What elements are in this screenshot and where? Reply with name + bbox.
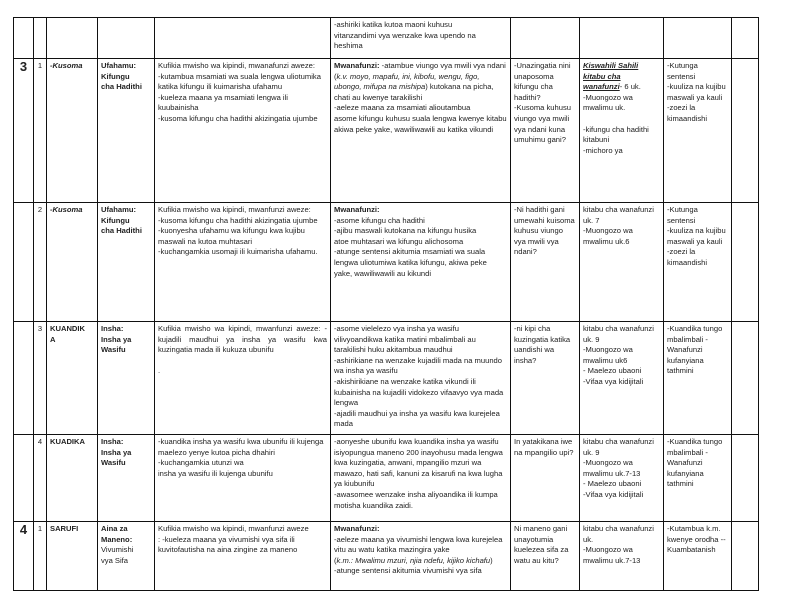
table-row xyxy=(14,59,759,203)
strand-cell: KUANDIK A xyxy=(47,322,98,435)
assessment-cell: -Kutunga sentensi -kuuliza na kujibu maswali ya kauli -zoezi la kimaandishi xyxy=(664,59,732,203)
outcomes-cell: Kufikia mwisho wa kipindi, mwanafunzi aweze: -kutambua msamiati wa suala lengwa uliotumika katika kifungu ili kuimarisha ufahamu -kueleza maana ya msamiati lengwa ili kuubainisha -kusoma kifungu cha hadithi akizingatia ujumbe xyxy=(155,59,331,203)
experiences-cell: -asome vielelezo vya insha ya wasifu vilivyoandikwa katika matini mbalimbali au tarakilishi huku akitambua maudhui -ashirikiane na wenzake kujadili mada na muundo wa insha ya wasifu -akishirikiane na wenzake katika vikundi ili kubainisha na kujadili vidokezo vifaavyo vya mada lengwa -ajadili maudhui ya insha ya wasifu kwa kurejelea mada xyxy=(331,322,511,435)
assessment-cell: -Kutunga sentensi -kuuliza na kujibu maswali ya kauli -zoezi la kimaandishi xyxy=(664,203,732,322)
resources-cell: kitabu cha wanafunzi uk. 9 -Muongozo wa mwalimu uk.7-13 - Maelezo ubaoni -Vifaa vya kidijitali xyxy=(580,435,664,522)
table-row xyxy=(14,18,759,59)
outcomes-cell: Kufikia mwisho wa kipindi, mwanfunzi aweze: -kujadili maudhui ya insha ya wasifu kwa kuzingatia mada ili kukuza ubunifu . xyxy=(155,322,331,435)
inquiry-question-cell: In yatakikana iwe na mpangilio upi? xyxy=(511,435,580,522)
outcomes-cell xyxy=(155,18,331,59)
experiences-text: -asome kifungu cha hadithi -ajibu maswali kutokana na kifungu husika atoe muhtasari wa kifungu alichosoma -atunge sentensi akitumia msamiati wa suala lengwa uliotumiwa katika kifungu, akiwa peke yake, wawiliwawili au kikundi xyxy=(334,215,487,278)
substrand-cell: Insha: Insha ya Wasifu xyxy=(98,435,155,522)
experiences-text: -aeleze maana ya vivumishi lengwa kwa kurejelea vitu au watu katika mazingira yake ( xyxy=(334,534,503,565)
lesson-cell: 1 xyxy=(34,522,47,591)
week-cell: 3 xyxy=(14,59,34,203)
strand-cell: KUADIKA xyxy=(47,435,98,522)
assessment-cell: -Kutambua k.m. kwenye orodha -- Kuambatanish xyxy=(664,522,732,591)
learner-label: Mwanafunzi: xyxy=(334,61,380,70)
learner-label: Mwanafunzi: xyxy=(334,205,380,214)
substrand-cell xyxy=(98,18,155,59)
lesson-cell: 3 xyxy=(34,322,47,435)
experiences-text: ) kutokana na picha, chati au kwenye tarakilishi -aeleze maana za msamiati alioutambua asome kifungu kuhusu suala lengwa kwenye kitabu akiwa peke yake, wawiliwawili au katika vikundi xyxy=(334,82,507,134)
strand-cell: -Kusoma xyxy=(47,203,98,322)
substrand-cell: Ufahamu: Kifungu cha Hadithi xyxy=(98,203,155,322)
week-cell xyxy=(14,203,34,322)
experiences-cell: -ashiriki katika kutoa maoni kuhusu vitanzandimi vya wenzake kwa upendo na heshima xyxy=(331,18,511,59)
week-cell xyxy=(14,322,34,435)
remarks-cell xyxy=(732,435,759,522)
resources-cell: kitabu cha wanafunzi uk. -Muongozo wa mwalimu uk.7-13 xyxy=(580,522,664,591)
outcomes-cell: Kufikia mwisho wa kipindi, mwanfunzi aweze: -kusoma kifungu cha hadithi akizingatia ujumbe -kuonyesha ufahamu wa kifungu kwa kujibu maswali na kutoa muhtasari -kuchangamkia usomaji ili kuimarisha ufahamu. xyxy=(155,203,331,322)
strand-cell xyxy=(47,18,98,59)
assessment-cell: -Kuandika tungo mbalimbali - Wanafunzi kufanyiana tathmini xyxy=(664,322,732,435)
outcomes-cell: -kuandika insha ya wasifu kwa ubunifu ili kujenga maelezo yenye kutoa picha dhahiri -kuchangamkia utunzi wa insha ya wasifu ili kujenga ubunifu xyxy=(155,435,331,522)
remarks-cell xyxy=(732,322,759,435)
examples-text: k.v. moyo, mapafu, ini, kibofu, wengu, figo, ubongo, mifupa na mishipa xyxy=(334,71,480,92)
assessment-cell xyxy=(664,18,732,59)
week-cell: 4 xyxy=(14,522,34,591)
lesson-cell: 1 xyxy=(34,59,47,203)
learner-label: Mwanafunzi: xyxy=(334,524,380,533)
substrand-cell xyxy=(98,522,155,591)
experiences-cell xyxy=(331,59,511,203)
remarks-cell xyxy=(732,18,759,59)
resources-cell: kitabu cha wanafunzi uk. 7 -Muongozo wa mwalimu uk.6 xyxy=(580,203,664,322)
substrand-cell: Ufahamu: Kifungu cha Hadithi xyxy=(98,59,155,203)
lesson-cell: 4 xyxy=(34,435,47,522)
strand-cell: SARUFI xyxy=(47,522,98,591)
substrand-text: Vivumishi vya Sifa xyxy=(101,545,134,565)
scheme-of-work-table xyxy=(13,17,759,591)
resources-cell xyxy=(580,18,664,59)
substrand-title: Aina za Maneno: xyxy=(101,524,133,544)
examples-text: k.m.: Mwalimu mzuri, njia ndefu, kijiko kichafu xyxy=(336,555,491,565)
substrand-cell: Insha: Insha ya Wasifu xyxy=(98,322,155,435)
experiences-cell: -aonyeshe ubunifu kwa kuandika insha ya wasifu isiyopungua maneno 200 inayohusu mada lengwa kwa kuzingatia, anwani, mpangilio mzuri wa mawazo, hati safi, kanuni za kisarufi na kwa lugha ya kiubunifu -awasomee wenzake insha aliyoandika ili kumpa motisha kuandika zaidi. xyxy=(331,435,511,522)
week-cell xyxy=(14,18,34,59)
week-cell xyxy=(14,435,34,522)
inquiry-question-cell xyxy=(511,18,580,59)
remarks-cell xyxy=(732,203,759,322)
lesson-cell xyxy=(34,18,47,59)
table-row xyxy=(14,435,759,522)
inquiry-question-cell: -ni kipi cha kuzingatia katika uandishi wa insha? xyxy=(511,322,580,435)
table-row xyxy=(14,203,759,322)
experiences-cell xyxy=(331,522,511,591)
remarks-cell xyxy=(732,59,759,203)
lesson-cell: 2 xyxy=(34,203,47,322)
inquiry-question-cell: Ni maneno gani unayotumia kuelezea sifa za watu au kitu? xyxy=(511,522,580,591)
table-row xyxy=(14,322,759,435)
inquiry-question-cell: -Unazingatia nini unaposoma kifungu cha hadithi? -Kusoma kuhusu viungo vya mwili vya ndani kuna umuhimu gani? xyxy=(511,59,580,203)
outcomes-cell: Kufikia mwisho wa kipindi, mwanfunzi aweze : -kueleza maana ya vivumishi vya sifa ili kuvitofautisha na aina zingine za maneno xyxy=(155,522,331,591)
assessment-cell: -Kuandika tungo mbalimbali - Wanafunzi kufanyiana tathmini xyxy=(664,435,732,522)
table-row xyxy=(14,522,759,591)
inquiry-question-cell: -Ni hadithi gani umewahi kuisoma kuhusu viungo vya mwili vya ndani? xyxy=(511,203,580,322)
experiences-cell xyxy=(331,203,511,322)
strand-cell: -Kusoma xyxy=(47,59,98,203)
resources-cell xyxy=(580,59,664,203)
remarks-cell xyxy=(732,522,759,591)
experiences-text: -atambue viungo vya mwili vya ndani ( xyxy=(334,61,506,81)
textbook-title: Kiswahili Sahili kitabu cha wanafunzi xyxy=(583,61,639,92)
experiences-text: ) -atunge sentensi akitumia vivumishi vya sifa xyxy=(334,555,493,576)
resources-text: - 6 uk. -Muongozo wa mwalimu uk. -kifungu cha hadithi kitabuni -michoro ya xyxy=(583,82,649,155)
resources-cell: kitabu cha wanafunzi uk. 9 -Muongozo wa mwalimu uk6 - Maelezo ubaoni -Vifaa vya kidijitali xyxy=(580,322,664,435)
